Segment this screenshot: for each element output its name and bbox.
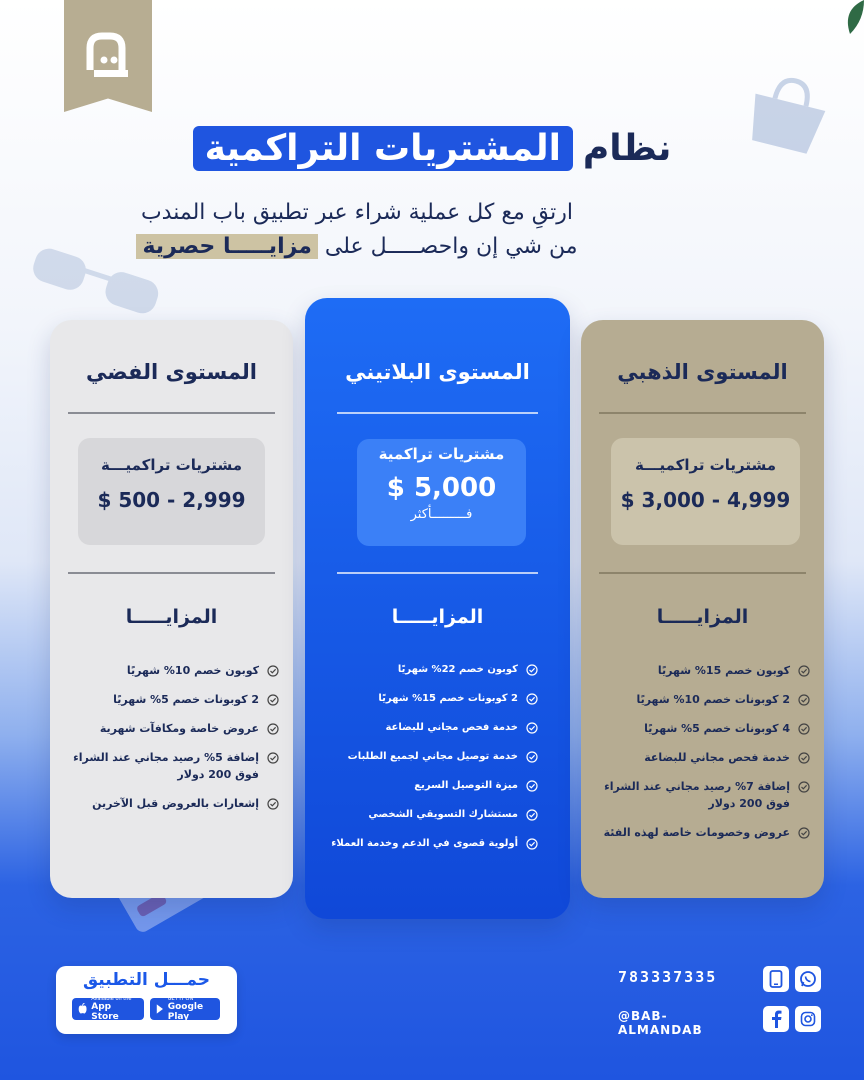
list-item: عروض خاصة ومكافآت شهرية <box>66 720 279 737</box>
check-icon <box>526 838 538 850</box>
check-icon <box>526 664 538 676</box>
divider <box>337 572 538 574</box>
list-item: 2 كوبونات خصم 15% شهريًا <box>325 690 538 707</box>
purchases-label: مشتريات تراكميـــة <box>100 456 243 474</box>
divider <box>337 412 538 414</box>
list-item: خدمة فحص مجاني للبضاعة <box>597 749 810 766</box>
apple-icon <box>78 1003 87 1015</box>
tier-title: المستوى الذهبي <box>617 360 788 384</box>
divider <box>68 412 275 414</box>
benefits-list <box>325 661 538 864</box>
subtitle-line2 <box>0 230 714 264</box>
purchase-more: فـــــــــأكثر <box>410 507 473 522</box>
download-app-title: حمـــل التطبيق <box>82 970 211 990</box>
google-play-label: Google Play <box>167 1002 204 1022</box>
check-icon <box>798 694 810 706</box>
check-icon <box>267 798 279 810</box>
download-app-box <box>56 966 237 1034</box>
logo-icon <box>80 30 136 82</box>
check-icon <box>526 693 538 705</box>
purchases-label: مشتريات تراكمية <box>378 445 505 463</box>
list-item: 2 كوبونات خصم 5% شهريًا <box>66 691 279 708</box>
facebook-icon[interactable] <box>763 1006 789 1032</box>
tier-card-gold <box>581 320 824 898</box>
logo-badge <box>64 0 152 112</box>
social-handle[interactable]: @BAB-ALMANDAB <box>618 1009 703 1037</box>
app-store-small: Available on the <box>91 996 132 1002</box>
check-icon <box>526 780 538 792</box>
check-icon <box>267 723 279 735</box>
list-item: أولوية قصوى في الدعم وخدمة العملاء <box>325 835 538 852</box>
title-highlight: المشتريات التراكمية <box>193 126 573 171</box>
list-item: كوبون خصم 15% شهريًا <box>597 662 810 679</box>
list-item: خدمة فحص مجاني للبضاعة <box>325 719 538 736</box>
benefits-title: المزايـــــا <box>125 606 218 628</box>
tier-title: المستوى البلاتيني <box>345 360 530 384</box>
google-play-button[interactable] <box>150 998 220 1020</box>
whatsapp-icon[interactable] <box>795 966 821 992</box>
list-item: إشعارات بالعروض قبل الآخرين <box>66 795 279 812</box>
check-icon <box>798 723 810 735</box>
purchase-box <box>78 438 265 545</box>
list-item: عروض وخصومات خاصة لهذه الفئة <box>597 824 810 841</box>
leaf-icon <box>840 0 864 34</box>
divider <box>599 572 806 574</box>
list-item: كوبون خصم 10% شهريًا <box>66 662 279 679</box>
header <box>0 126 864 171</box>
check-icon <box>526 809 538 821</box>
check-icon <box>798 665 810 677</box>
purchase-box <box>611 438 800 545</box>
purchase-range: $ 3,000 - 4,999 <box>620 488 791 512</box>
phone-number[interactable]: 783337335 <box>618 968 718 986</box>
app-store-button[interactable] <box>72 998 144 1020</box>
purchase-range: $ 500 - 2,999 <box>97 488 246 512</box>
benefits-list <box>597 662 810 853</box>
check-icon <box>798 752 810 764</box>
benefits-title: المزايـــــا <box>391 606 484 628</box>
benefits-list <box>66 662 279 824</box>
benefits-title: المزايـــــا <box>656 606 749 628</box>
instagram-icon[interactable] <box>795 1006 821 1032</box>
phone-icon[interactable] <box>763 966 789 992</box>
tier-card-platinum <box>305 298 570 919</box>
subtitle-highlight: مزايـــــا حصرية <box>136 234 317 259</box>
check-icon <box>798 781 810 793</box>
google-play-small: GET IT ON <box>167 996 194 1002</box>
check-icon <box>267 752 279 764</box>
title-main: نظام <box>582 128 672 169</box>
subtitle-line1: ارتقِ مع كل عملية شراء عبر تطبيق باب المندب <box>140 200 574 225</box>
divider <box>599 412 806 414</box>
subtitle-line2-text: من شي إن واحصـــــل على <box>324 234 578 259</box>
google-play-icon <box>156 1003 164 1015</box>
purchase-box <box>357 439 526 546</box>
check-icon <box>798 827 810 839</box>
list-item: خدمة توصيل مجاني لجميع الطلبات <box>325 748 538 765</box>
app-store-label: App Store <box>91 1002 119 1022</box>
list-item: 2 كوبونات خصم 10% شهريًا <box>597 691 810 708</box>
purchases-label: مشتريات تراكميـــة <box>634 456 777 474</box>
check-icon <box>267 665 279 677</box>
purchase-range: $ 5,000 <box>386 473 497 503</box>
list-item: ميزة التوصيل السريع <box>325 777 538 794</box>
divider <box>68 572 275 574</box>
list-item: كوبون خصم 22% شهريًا <box>325 661 538 678</box>
list-item: 4 كوبونات خصم 5% شهريًا <box>597 720 810 737</box>
subtitle <box>0 196 864 264</box>
list-item: مستشارك التسويقي الشخصي <box>325 806 538 823</box>
list-item: إضافة 5% رصيد مجاني عند الشراء فوق 200 دولار <box>66 749 279 783</box>
check-icon <box>267 694 279 706</box>
tier-title: المستوى الفضي <box>86 360 257 384</box>
page-title <box>193 126 672 171</box>
check-icon <box>526 722 538 734</box>
check-icon <box>526 751 538 763</box>
list-item: إضافة 7% رصيد مجاني عند الشراء فوق 200 دولار <box>597 778 810 812</box>
tier-card-silver <box>50 320 293 898</box>
